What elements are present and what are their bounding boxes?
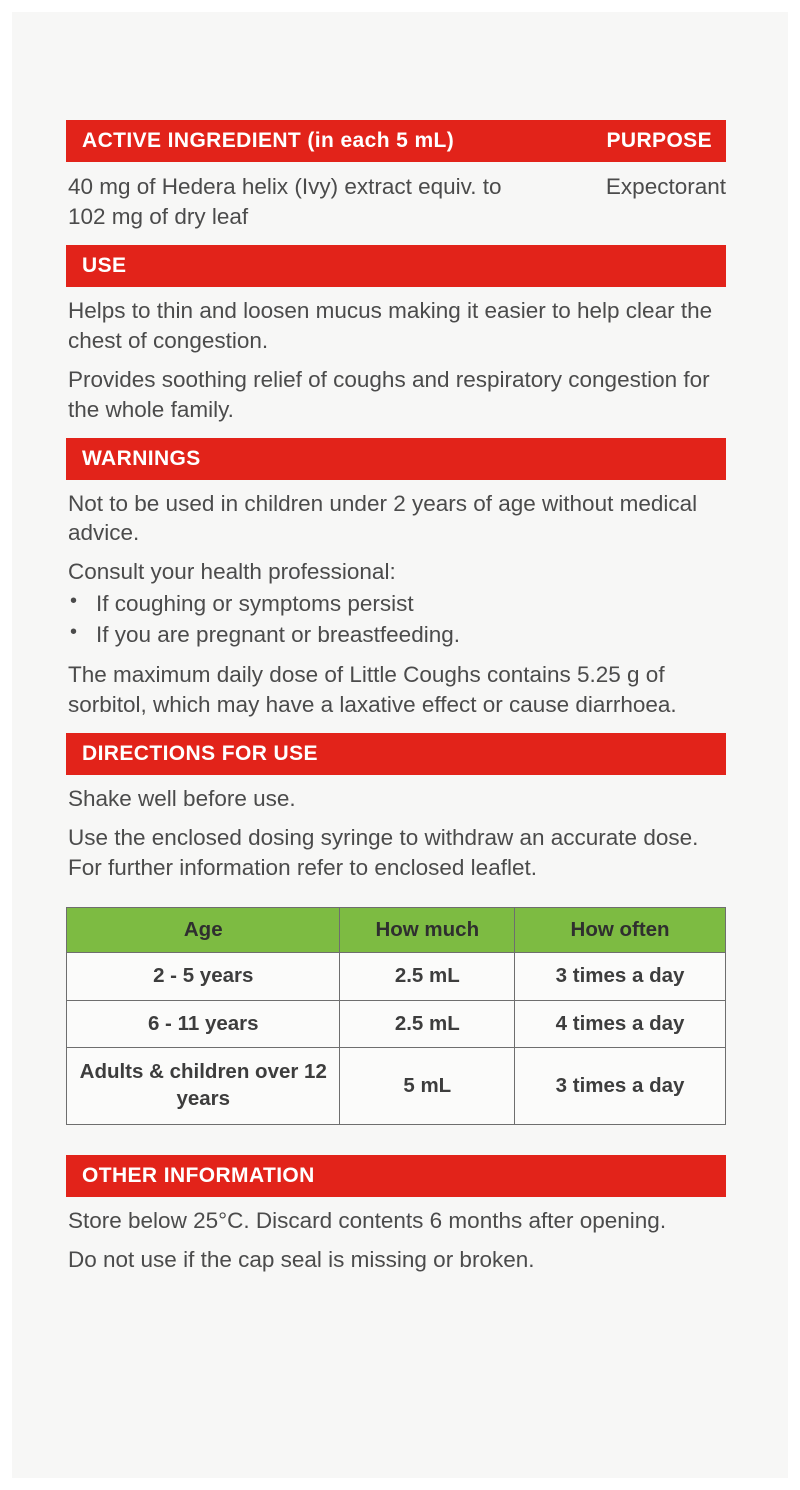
cell-how-much: 5 mL xyxy=(340,1048,515,1124)
section-header-use xyxy=(66,245,726,287)
table-header-row xyxy=(67,907,726,953)
purpose-title: PURPOSE xyxy=(606,129,712,152)
directions-paragraph-2: Use the enclosed dosing syringe to withdraw an accurate dose. For further information refer to enclosed leaflet. xyxy=(68,824,699,880)
directions-title: DIRECTIONS FOR USE xyxy=(82,741,318,765)
spacer xyxy=(66,1125,726,1155)
other-information-title: OTHER INFORMATION xyxy=(82,1163,315,1187)
other-information-paragraph-1: Store below 25°C. Discard contents 6 months after opening. xyxy=(68,1207,667,1233)
spacer xyxy=(66,720,726,733)
directions-paragraph-1: Shake well before use. xyxy=(68,785,296,811)
table-row xyxy=(67,1048,726,1124)
warnings-paragraph-2: Consult your health professional: xyxy=(68,559,396,585)
column-header-how-much: How much xyxy=(340,907,515,953)
column-header-age: Age xyxy=(67,907,340,953)
section-header-warnings xyxy=(66,438,726,480)
use-paragraph-1: Helps to thin and loosen mucus making it easier to help clear the chest of congestion. xyxy=(68,297,713,353)
purpose-value: Expectorant xyxy=(605,174,726,199)
warnings-title: WARNINGS xyxy=(82,446,201,470)
cell-age: Adults & children over 12 years xyxy=(67,1048,340,1124)
table-row xyxy=(67,953,726,1001)
warnings-paragraph-1: Not to be used in children under 2 years of age without medical advice. xyxy=(68,490,698,546)
spacer xyxy=(66,425,726,438)
column-header-how-often: How often xyxy=(515,907,726,953)
cell-how-much: 2.5 mL xyxy=(340,953,515,1001)
dosage-table xyxy=(66,907,726,1125)
section-header-other-information xyxy=(66,1155,726,1197)
cell-how-often: 3 times a day xyxy=(515,953,726,1001)
cell-age: 2 - 5 years xyxy=(67,953,340,1001)
list-item: • If coughing or symptoms persist xyxy=(66,589,726,620)
active-ingredient-row xyxy=(66,162,726,232)
section-header-directions xyxy=(66,733,726,775)
active-ingredient-title: ACTIVE INGREDIENT (in each 5 mL) xyxy=(82,129,455,152)
use-title: USE xyxy=(82,253,127,277)
warnings-bullet-list xyxy=(66,587,726,651)
spacer xyxy=(66,232,726,245)
other-information-paragraph-2: Do not use if the cap seal is missing or broken. xyxy=(68,1246,535,1272)
list-item: • If you are pregnant or breastfeeding. xyxy=(66,620,726,651)
cell-how-much: 2.5 mL xyxy=(340,1000,515,1048)
cell-age: 6 - 11 years xyxy=(67,1000,340,1048)
table-row xyxy=(67,1000,726,1048)
cell-how-often: 3 times a day xyxy=(515,1048,726,1124)
cell-how-often: 4 times a day xyxy=(515,1000,726,1048)
label-panel xyxy=(12,12,788,1478)
warnings-paragraph-3: The maximum daily dose of Little Coughs contains 5.25 g of sorbitol, which may have a laxative effect or cause diarrhoea. xyxy=(68,661,677,717)
active-ingredient-value: 40 mg of Hedera helix (Ivy) extract equiv. to 102 mg of dry leaf xyxy=(68,174,502,229)
section-header-active-ingredient xyxy=(66,120,726,162)
use-paragraph-2: Provides soothing relief of coughs and respiratory congestion for the whole family. xyxy=(68,366,710,422)
